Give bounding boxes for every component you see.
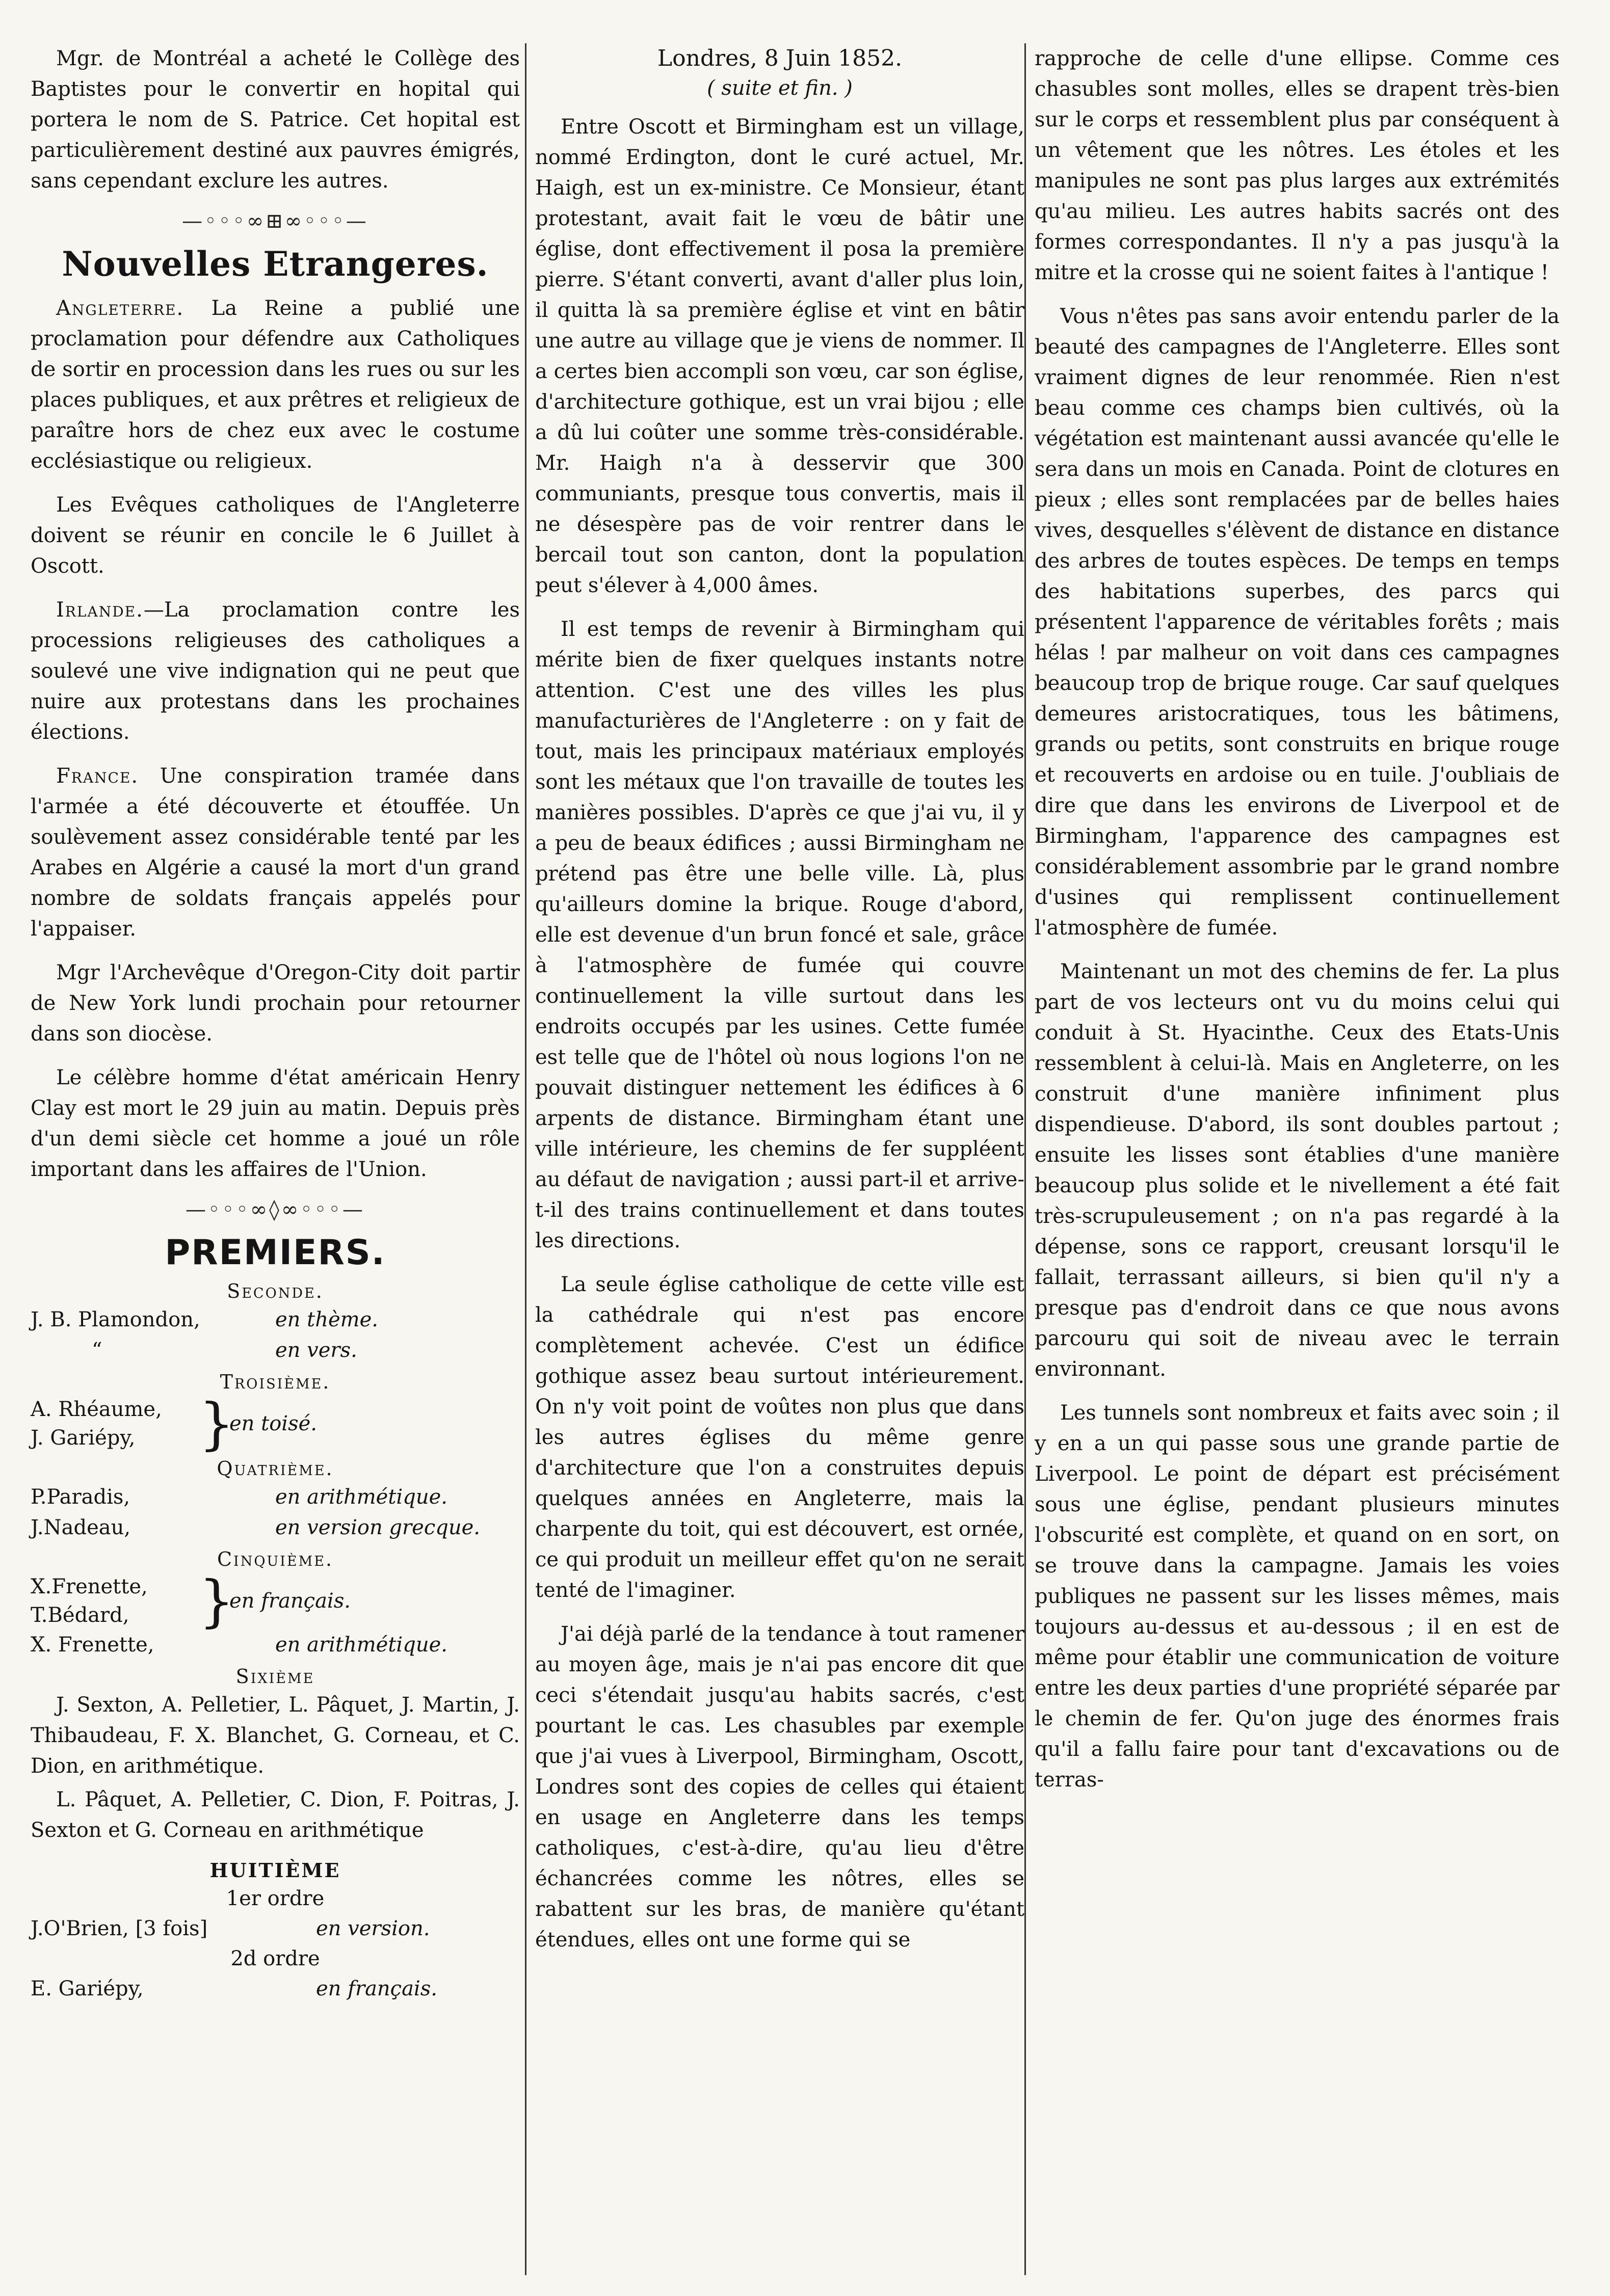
brace-glyph: }	[199, 1568, 234, 1634]
column-rule-left	[525, 43, 526, 2275]
prize-group: A. Rhéaume, J. Gariépy, } en toisé.	[31, 1391, 318, 1456]
column-2	[535, 43, 1024, 1968]
article-paragraph: rapproche de celle d'une ellipse. Comme ces chasubles sont molles, elles se drapent très-bien sur le corps et ressemblent plus par conséquent à un vêtement que les nôtres. Les étoles et les manipules ne sont pas plus larges aux extrémités qu'au milieu. Les autres habits sacrés ont des formes correspondantes. Il n'y a pas jusqu'à la mitre et la crosse qui ne soient faites à l'antique !	[1035, 47, 1560, 284]
premiers-heading: PREMIERS.	[165, 1233, 386, 1273]
news-item: Mgr l'Archevêque d'Oregon-City doit partir de New York lundi prochain pour retourner dans son diocèse.	[31, 961, 520, 1046]
country-label: Irlande.	[56, 598, 144, 622]
prize-paragraph: J. Sexton, A. Pelletier, L. Pâquet, J. Martin, J. Thibaudeau, F. X. Blanchet, G. Corneau, et C. Dion, en arithmétique.	[31, 1693, 520, 1778]
column-rule-right	[1024, 43, 1026, 2275]
news-item: Les Evêques catholiques de l'Angleterre doivent se réunir en concile le 6 Juillet à Oscott.	[31, 493, 520, 578]
dateline: Londres, 8 Juin 1852.	[657, 45, 903, 71]
prize-row: “ en vers.	[92, 1339, 357, 1362]
article-paragraph: Maintenant un mot des chemins de fer. La plus part de vos lecteurs ont vu du moins celui qui conduit à St. Hyacinthe. Ceux des Etats-Unis ressemblent à celui-là. Mais en Angleterre, on les construit d'une manière infiniment plus dispendieuse. D'abord, ils sont doubles partout ; ensuite les lisses sont établies d'une manière beaucoup plus solide et le nivellement a été fait très-scrupuleusement ; on n'a pas regardé à la dépense, sons ce rapport, creusant lorsqu'il le fallait, terrassant ailleurs, si bien qu'il n'y a presque pas d'endroit dans ce que nous avons parcouru qui soit de niveau avec le terrain environnant.	[1035, 960, 1560, 1381]
article-paragraph: Entre Oscott et Birmingham est un village, nommé Erdington, dont le curé actuel, Mr. Haigh, est un ex-ministre. Ce Monsieur, étant protestant, avait fait le vœu de bâtir une église, dont effectivement il posa la première pierre. S'étant converti, avant d'aller plus loin, il quitta là sa première église et vint en bâtir une autre au village que je viens de nommer. Il a certes bien accompli son vœu, car son église, d'architecture gothique, est un vrai bijou ; elle a dû lui coûter une somme très-considérable. Mr. Haigh n'a à desservir que 300 communiants, presque tous convertis, mais il ne désespère pas de voir rentrer dans le bercail tout son canton, dont la population peut s'élever à 4,000 âmes.	[535, 115, 1024, 597]
article-paragraph: La seule église catholique de cette ville est la cathédrale qui n'est pas encore complètement achevée. C'est un édifice gothique assez beau surtout intérieurement. On n'y voit point de voûtes non plus que dans les autres églises du même genre d'architecture que l'on a construites depuis quelques années en Angleterre, mais la charpente du toit, qui est découvert, est ornée, ce qui produit un meilleur effet qu'on ne serait tenté de l'imaginer.	[535, 1273, 1024, 1602]
grade-troisieme: Troisième.	[220, 1371, 331, 1393]
column-1	[31, 43, 520, 2004]
prize-paragraph: L. Pâquet, A. Pelletier, C. Dion, F. Poitras, J. Sexton et G. Corneau en arithmétique	[31, 1788, 520, 1842]
grade-cinquieme: Cinquième.	[217, 1548, 334, 1570]
article-paragraph: J'ai déjà parlé de la tendance à tout ramener au moyen âge, mais je n'ai pas encore dit que ceci s'étendait jusqu'au habits sacrés, c'est pourtant le cas. Les chasubles par exemple que j'ai vues à Liverpool, Birmingham, Oscott, Londres sont des copies de celles qui étaient en usage en Angleterre dans les temps catholiques, c'est-à-dire, qu'au lieu d'être échancrées comme les nôtres, elles se rabattent sur les bras, de manière qu'étant étendues, elles ont une forme qui se	[535, 1622, 1024, 1952]
prize-row: J. B. Plamondon, en thème.	[31, 1308, 378, 1331]
ornament-divider: —◦◦◦∞⊞∞◦◦◦—	[182, 209, 368, 233]
brace-glyph: }	[199, 1391, 234, 1456]
news-item: Angleterre. La Reine a publié une proclamation pour défendre aux Catholiques de sortir en procession dans les rues ou sur les places publiques, et aux prêtres et religieux de paraître hors de chez eux avec le costume ecclésiastique ou religieux.	[31, 297, 520, 473]
prize-row: J.Nadeau, en version grecque.	[31, 1516, 480, 1539]
country-label: France	[56, 764, 131, 788]
prize-row: P.Paradis, en arithmétique.	[31, 1485, 447, 1509]
news-item: Le célèbre homme d'état américain Henry Clay est mort le 29 juin au matin. Depuis près d'un demi siècle cet homme a joué un rôle important dans les affaires de l'Union.	[31, 1066, 520, 1181]
article-paragraph: Les tunnels sont nombreux et faits avec soin ; il y en a un qui passe sous une grande partie de Liverpool. Le point de départ est précisément sous une église, pendant plusieurs minutes l'obscurité est complète, et quand on en sort, on se trouve dans la campagne. Jamais les voies publiques ne passent sur les lisses mêmes, mais toujours au-dessus et au-dessous ; il en est de même pour établir une communication de voiture entre les deux parties d'une propriété séparée par le chemin de fer. Qu'on juge des énormes frais qu'il a fallu faire pour tant d'excavations ou de terras-	[1035, 1401, 1560, 1792]
prize-group: X.Frenette, T.Bédard, } en français.	[31, 1568, 351, 1634]
country-label: Angleterre.	[56, 297, 184, 320]
grade-quatrieme: Quatrième.	[217, 1457, 334, 1480]
section-heading: Nouvelles Etrangeres.	[62, 244, 489, 284]
article-paragraph: Vous n'êtes pas sans avoir entendu parler de la beauté des campagnes de l'Angleterre. Elles sont vraiment dignes de leur renommée. Rien n'est beau comme ces champs bien cultivés, où la végétation est maintenant aussi avancée qu'elle le sera dans un mois en Canada. Point de clotures en pieux ; elles sont remplacées par de belles haies vives, desquelles s'élèvent de distance en distance des arbres de toutes espèces. De temps en temps des habitations superbes, des parcs qui présentent l'apparence de véritables forêts ; mais hélas ! par malheur on voit dans ces campagnes beaucoup trop de brique rouge. Car sauf quelques demeures aristocratiques, tous les bâtimens, grands ou petits, sont construits en brique rouge et recouverts en ardoise ou en tuile. J'oubliais de dire que dans les environs de Liverpool et de Birmingham, l'apparence des campagnes est considérablement assombrie par le grand nombre d'usines qui remplissent continuellement l'atmosphère de fumée.	[1035, 305, 1560, 940]
news-item: France. Une conspiration tramée dans l'armée a été découverte et étouffée. Un soulèvement assez considérable tenté par les Arabes en Algérie a causé la mort d'un grand nombre de soldats français appelés pour l'appaiser.	[31, 764, 520, 941]
column-3	[1035, 43, 1560, 1808]
prize-row: E. Gariépy, en français.	[31, 1977, 437, 2000]
order-label: 1er ordre	[226, 1887, 325, 1910]
grade-seconde: Seconde.	[227, 1280, 324, 1302]
article-subtitle: ( suite et fin. )	[707, 76, 853, 100]
order-label: 2d ordre	[230, 1947, 320, 1970]
grade-sixieme: Sixième	[235, 1665, 315, 1688]
prize-row: X. Frenette, en arithmétique.	[31, 1633, 447, 1657]
news-item: Irlande.—La proclamation contre les processions religieuses des catholiques a soulevé une vive indignation qui ne peut que nuire aux protestans dans les prochaines élections.	[31, 598, 520, 744]
grade-huitieme: HUITIÈME	[209, 1859, 341, 1882]
ornament-divider: —◦◦◦∞◊∞◦◦◦—	[186, 1198, 365, 1221]
prize-row: J.O'Brien, [3 fois] en version.	[31, 1917, 430, 1940]
article-paragraph: Il est temps de revenir à Birmingham qui mérite bien de fixer quelques instants notre attention. C'est une des villes les plus manufacturières de l'Angleterre : on y fait de tout, mais les principaux matériaux employés sont les métaux que l'on travaille de toutes les manières possibles. D'après ce que j'ai vu, il y a peu de beaux édifices ; aussi Birmingham ne prétend pas être une belle ville. Là, plus qu'ailleurs domine la brique. Rouge d'abord, elle est devenue d'un brun foncé et sale, grâce à l'atmosphère de fumée qui couvre continuellement la ville surtout dans les endroits occupés par les usines. Cette fumée est telle que de l'hôtel où nous logions l'on ne pouvait distinguer nettement les édifices à 6 arpents de distance. Birmingham étant une ville intérieure, les chemins de fer suppléent au défaut de navigation ; aussi part-il et arrive-t-il des trains continuellement et dans toutes les directions.	[535, 618, 1024, 1252]
article-paragraph: Mgr. de Montréal a acheté le Collège des Baptistes pour le convertir en hopital qui portera le nom de S. Patrice. Cet hopital est particulièrement destiné aux pauvres émigrés, sans cependant exclure les autres.	[31, 47, 520, 193]
